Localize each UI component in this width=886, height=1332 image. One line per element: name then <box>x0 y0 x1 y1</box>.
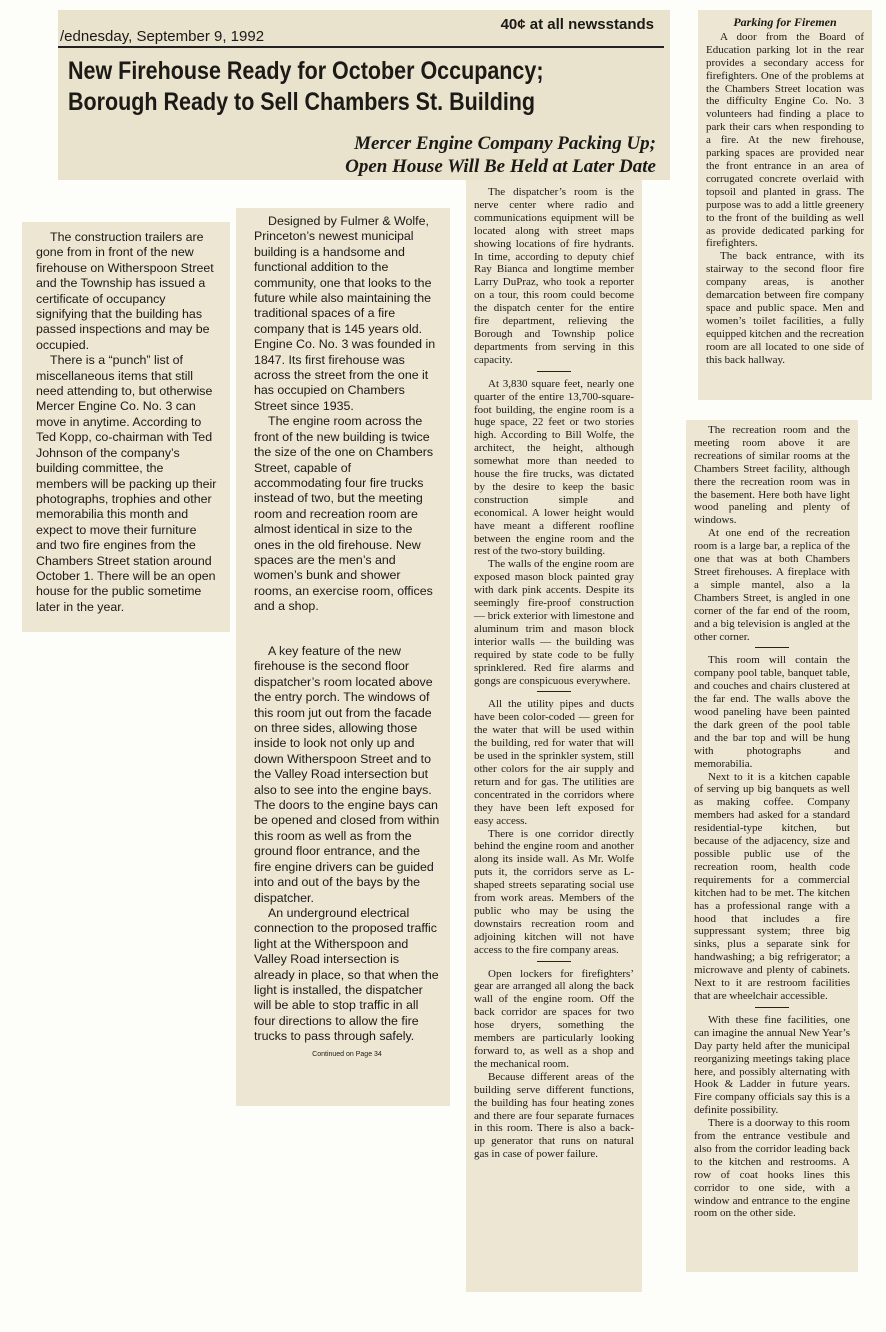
deck-headline <box>345 132 656 178</box>
paragraph: There is one corridor directly behind the engine room and another along its inside wall. As Mr. Wolfe puts it, the corridors serve as L-shaped streets separating social use from work areas. Members of the public who may be using the downstairs recreation room and adjoining kitchen will not have access to the fire company areas. <box>474 827 634 956</box>
article-column-2-bottom <box>236 640 450 1106</box>
article-column-1 <box>22 222 230 632</box>
paragraph: Next to it is a kitchen capable of serving up big banquets as well as making coffee. Company members had asked for a standard residential-type kitchen, but because of the adjacency, size and possible public use of the recreation room, health code requirements for a commercial kitchen had to be met. The kitchen has a professional range with a hood that includes a fire suppressant system; three big sinks, plus a separate sink for handwashing; a big refrigerator; a microwave and plenty of cabinets. Next to it are restroom facilities that are wheelchair accessible. <box>694 770 850 1002</box>
article-column-3 <box>466 180 642 1292</box>
section-divider <box>537 371 571 372</box>
headline <box>68 56 544 118</box>
paragraph: A key feature of the new firehouse is the second floor dispatcher’s room located above the entry porch. The windows of this room jut out from the facade on three sides, allowing those inside to look not only up and down Witherspoon Street and to the Valley Road intersection but also to see into the engine bays. The doors to the engine bays can be opened and closed from within this room as well as from the ground floor entrance, and the fire engine drivers can be guided into and out of the bays by the dispatcher. <box>254 644 440 905</box>
paragraph: With these fine facilities, one can imagine the annual New Year’s Day party held after the municipal reorganizing meetings taking place here, and possibly alternating with Hook & Ladder in future years. Fire company officials say this is a definite possibility. <box>694 1013 850 1117</box>
paragraph: At 3,830 square feet, nearly one quarter of the entire 13,700-square-foot building, the engine room is a huge space, 22 feet or two stories high. According to Bill Wolfe, the architect, the height, although somewhat more than needed to house the fire trucks, was dictated by the desire to keep the basic construction simple and economical. A lower height would have meant a different roofline between the engine room and the rest of the two-story building. <box>474 377 634 558</box>
paragraph: An underground electrical connection to the proposed traffic light at the Witherspoon and Valley Road intersection is already in place, so that when the light is installed, the dispatcher will be able to stop traffic in all four directions to allow the fire trucks to pass through safely. <box>254 905 439 1044</box>
paragraph: Open lockers for firefighters’ gear are arranged all along the back wall of the engine room. Off the back corridor are spaces for two hose dryers, something the members are particularly looking forward to, as well as a shop and the mechanical room. <box>474 967 634 1070</box>
paragraph: There is a “punch” list of miscellaneous items that still need attending to, but otherwise Mercer Engine Co. No. 3 can move in anytime. According to Ted Kopp, co-chairman with Ted Johnson of the company’s building committee, the members will be packing up their photographs, trophies and other memorabilia this month and expect to move their furniture and two fire engines from the Chambers Street station around October 1. There will be an open house for the public sometime later in the year. <box>36 353 217 614</box>
masthead-rule <box>58 46 664 48</box>
headline-clipping <box>58 10 670 180</box>
paragraph: At one end of the recreation room is a large bar, a replica of the one that was at both Chambers Street firehouses. A fireplace with a simple mantel, also a la Chambers Street, is angled in one corner of the far end of the room, and a big television is angled at the other corner. <box>694 527 850 643</box>
section-divider <box>537 961 571 962</box>
subhead: Parking for Firemen <box>733 15 837 29</box>
section-divider <box>755 1007 789 1008</box>
headline-line-1: New Firehouse Ready for October Occupancy; <box>68 57 544 85</box>
continued-notice: Continued on Page 34 <box>312 1050 382 1058</box>
headline-line-2: Borough Ready to Sell Chambers St. Building <box>68 88 536 116</box>
paragraph: The walls of the engine room are exposed mason block painted gray with dark pink accents. Despite its seemingly fire-proof construction — brick exterior with limestone and aluminum trim and mason block interior walls — the building was required by state code to be fully sprinklered. Red fire alarms and gongs are conspicuous everywhere. <box>474 558 634 687</box>
article-column-4-bottom <box>686 420 858 1272</box>
paragraph: The dispatcher’s room is the nerve center where radio and communications equipment will be located along with street maps showing locations of fire hydrants. In time, according to deputy chief Ray Bianca and longtime member Larry DuPraz, who took a reporter on a tour, this room could become the dispatch center for the entire fire department, relieving the Borough and Township police departments from serving in this capacity. <box>474 186 634 366</box>
paragraph: The engine room across the front of the new building is twice the size of the one on Chambers Street, capable of accommodating four fire trucks instead of two, but the meeting room and recreation room are almost identical in size to the ones in the old firehouse. New spaces are the men’s and women’s bunk and shower rooms, an exercise room, offices and a shop. <box>254 414 434 614</box>
paragraph: The back entrance, with its stairway to the second floor fire company areas, is another demarcation between fire company space and public space. Men and women’s toilet facilities, a fully equipped kitchen and the recreation room are all located to one side of this back hallway. <box>706 250 864 366</box>
paragraph: There is a doorway to this room from the entrance vestibule and also from the corridor leading back to the kitchen and restrooms. A row of coat hooks lines this corridor to one side, with a window and entrance to the engine room on the other side. <box>694 1117 850 1220</box>
price-label: 40¢ at all newsstands <box>500 16 654 33</box>
section-divider <box>537 691 571 692</box>
paragraph: The recreation room and the meeting room above it are recreations of similar rooms at the Chambers Street facility, although there the recreation room was in the basement. Here both have light wood paneling and plenty of windows. <box>694 424 850 527</box>
deck-line-1: Mercer Engine Company Packing Up; <box>354 133 656 154</box>
paragraph: The construction trailers are gone from in front of the new firehouse on Witherspoon Street and the Township has issued a certificate of occupancy signifying that the building has passed inspections and may be occupied. <box>36 230 214 352</box>
paragraph: Designed by Fulmer & Wolfe, Princeton’s newest municipal building is a handsome and functional addition to the community, one that looks to the future while also maintaining the traditional spaces of a fire company that is 145 years old. Engine Co. No. 3 was founded in 1847. Its first firehouse was across the street from the one it has occupied on Chambers Street since 1935. <box>254 214 436 413</box>
section-divider <box>755 647 789 648</box>
article-column-2-top <box>236 208 450 640</box>
paragraph: A door from the Board of Education parking lot in the rear provides a secondary access for firefighters. One of the problems at the Chambers Street location was the difficulty Engine Co. No. 3 volunteers had finding a place to park their cars when responding to a fire. At the new firehouse, parking spaces are provided near the front entrance in an area of corrugated concrete overlaid with topsoil and planted in grass. The purpose was to add a little greenery to the front of the building as well as provide dedicated parking for firefighters. <box>706 30 864 250</box>
dateline: /ednesday, September 9, 1992 <box>60 28 265 45</box>
article-column-4-top <box>698 10 872 400</box>
paragraph: All the utility pipes and ducts have been color-coded — green for the water that will be used within the building, red for water that will be used in the sprinkler system, still other colors for the air supply and return and for gas. The utilities are concentrated in the corridors where they have been left exposed for easy access. <box>474 698 634 827</box>
deck-line-2: Open House Will Be Held at Later Date <box>345 156 656 177</box>
paragraph: This room will contain the company pool table, banquet table, and couches and chairs clustered at the far end. The walls above the wood paneling have been painted the dark green of the pool table and the bar top and will be hung with photographs and memorabilia. <box>694 654 850 770</box>
paragraph: Because different areas of the building serve different functions, the building has four heating zones and there are four separate furnaces in this room. There is also a back-up generator that runs on natural gas in case of power failure. <box>474 1070 634 1161</box>
